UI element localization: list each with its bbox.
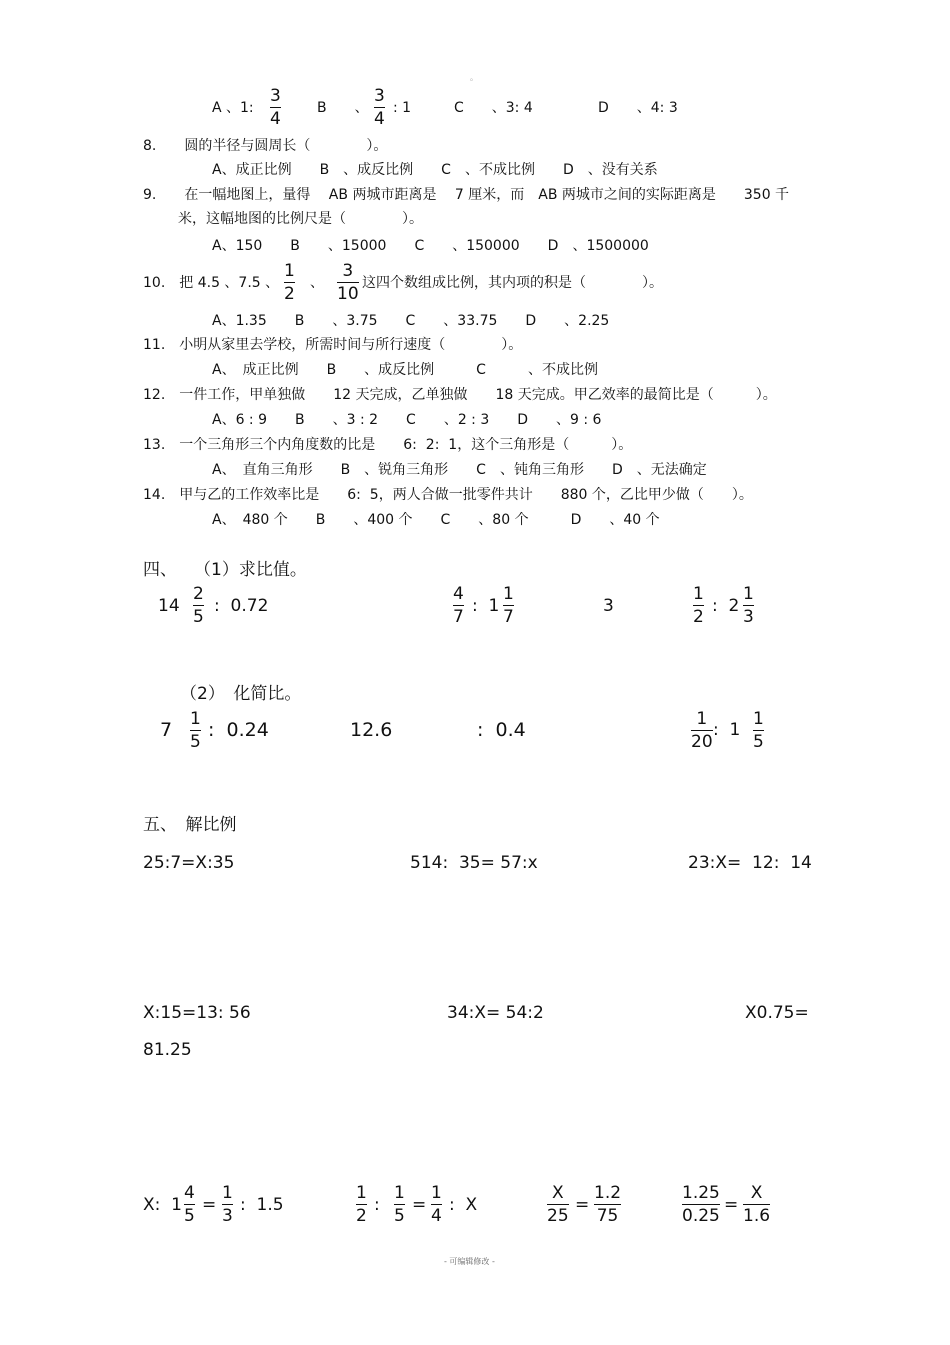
denominator: 5 — [184, 1206, 195, 1226]
ratio-1-fraction — [193, 584, 204, 627]
numerator: 4 — [184, 1183, 195, 1203]
ratio-2-fraction-1 — [453, 584, 464, 627]
q7-option-d: D 、4: 3 — [598, 100, 678, 116]
denominator: 2 — [693, 607, 704, 627]
proportion-8-fraction-1 — [356, 1183, 367, 1226]
proportion-7-pre: X: 1 — [143, 1195, 182, 1215]
numerator: 1 — [431, 1183, 442, 1203]
denominator: 5 — [394, 1206, 405, 1226]
simplify-2: 12.6 — [350, 719, 393, 741]
numerator: 1 — [222, 1183, 233, 1203]
proportion-7-fraction-1 — [184, 1183, 195, 1226]
ratio-4-fraction-1 — [693, 584, 704, 627]
section-5-title: 五、 解比例 — [143, 815, 237, 835]
numerator: 1 — [394, 1183, 405, 1203]
denominator: 1.6 — [743, 1206, 771, 1226]
proportion-10-fraction-1 — [682, 1183, 720, 1226]
proportion-4: X:15=13: 56 — [143, 1003, 251, 1023]
numerator: 1 — [284, 261, 295, 281]
proportion-6: X0.75= — [745, 1003, 809, 1023]
ratio-3: 3 — [603, 596, 614, 616]
ratio-1-post: : 0.72 — [214, 596, 269, 616]
denominator: 75 — [596, 1206, 619, 1226]
q13-stem: 13. 一个三角形三个内角度数的比是 6: 2: 1，这个三角形是（ ）。 — [143, 437, 633, 453]
numerator: 1 — [190, 709, 201, 729]
proportion-1: 25:7=X:35 — [143, 853, 235, 873]
denominator: 25 — [547, 1206, 569, 1226]
proportion-8-fraction-3 — [431, 1183, 442, 1226]
denominator: 7 — [503, 607, 514, 627]
numerator: 1 — [753, 709, 764, 729]
ratio-2-mid: : 1 — [472, 596, 500, 616]
simplify-3: : 0.4 — [477, 719, 526, 741]
q14-stem: 14. 甲与乙的工作效率比是 6: 5，两人合做一批零件共计 880 个，乙比甲少做（ ）。 — [143, 487, 753, 503]
equals-sign: = — [724, 1195, 739, 1215]
proportion-9-fraction-1 — [547, 1183, 569, 1226]
proportion-6-cont: 81.25 — [143, 1040, 192, 1060]
proportion-3: 23:X= 12: 14 — [688, 853, 812, 873]
q10-stem-pre: 10. 把 4.5 、7.5 、 — [143, 275, 280, 291]
denominator: 5 — [190, 732, 201, 752]
numerator: X — [551, 1183, 564, 1203]
numerator: 2 — [193, 584, 204, 604]
simplify-4-mid: : 1 — [713, 720, 741, 740]
ratio-2-fraction-2 — [503, 584, 514, 627]
q9-options: A、150 B 、15000 C 、150000 D 、1500000 — [212, 238, 649, 254]
denominator: 5 — [753, 732, 764, 752]
numerator: X — [750, 1183, 763, 1203]
numerator: 1.25 — [682, 1183, 720, 1203]
proportion-2: 514: 35= 57:x — [410, 853, 538, 873]
equals-sign: = — [202, 1195, 217, 1215]
simplify-4-fraction-2 — [753, 709, 764, 752]
denominator: 4 — [431, 1206, 442, 1226]
numerator: 1 — [743, 584, 754, 604]
equals-sign: = — [412, 1195, 427, 1215]
denominator: 5 — [193, 607, 204, 627]
numerator: 3 — [270, 86, 281, 106]
numerator: 1 — [356, 1183, 367, 1203]
q7-option-a: A 、1: — [212, 100, 254, 116]
colon-sign: : — [374, 1195, 380, 1215]
ratio-4-fraction-2 — [743, 584, 754, 627]
q11-stem: 11. 小明从家里去学校，所需时间与所行速度（ ）。 — [143, 337, 523, 353]
section-4-title: 四、 （1）求比值。 — [143, 560, 307, 580]
denominator: 0.25 — [682, 1206, 720, 1226]
top-mark: 。 — [470, 73, 478, 82]
q10-separator: 、 — [310, 275, 324, 291]
q12-stem: 12. 一件工作，甲单独做 12 天完成，乙单独做 18 天完成。甲乙效率的最简比是（ ）。 — [143, 387, 777, 403]
numerator: 3 — [374, 86, 385, 106]
denominator: 20 — [691, 732, 713, 752]
q7-option-b-post: : 1 — [393, 100, 412, 116]
q12-options: A、6 : 9 B 、3 : 2 C 、2 : 3 D 、9 : 6 — [212, 412, 602, 428]
q7-option-b: B 、 — [317, 100, 369, 116]
simplify-1-whole: 7 — [160, 719, 173, 741]
denominator: 3 — [743, 607, 754, 627]
q9-stem-cont: 米，这幅地图的比例尺是（ ）。 — [178, 211, 423, 227]
proportion-8-fraction-2 — [394, 1183, 405, 1226]
q7-option-c: C 、3: 4 — [454, 100, 533, 116]
q11-options: A、 成正比例 B 、成反比例 C 、不成比例 — [212, 362, 598, 378]
proportion-10-fraction-2 — [743, 1183, 770, 1226]
numerator: 1 — [696, 709, 708, 729]
q7-a-fraction — [270, 86, 281, 129]
q8-options: A、成正比例 B 、成反比例 C 、不成比例 D 、没有关系 — [212, 162, 658, 178]
denominator: 7 — [453, 607, 464, 627]
simplify-1-post: : 0.24 — [208, 719, 269, 741]
denominator: 2 — [284, 284, 295, 304]
proportion-8-post: : X — [449, 1195, 478, 1215]
section-4-sub2: （2） 化简比。 — [180, 684, 302, 704]
q9-stem: 9. 在一幅地图上，量得 AB 两城市距离是 7 厘米，而 AB 两城市之间的实际距离是 350 千 — [143, 187, 790, 203]
proportion-5: 34:X= 54:2 — [447, 1003, 544, 1023]
simplify-1-fraction — [190, 709, 201, 752]
ratio-4-mid: : 2 — [712, 596, 740, 616]
q10-options: A、1.35 B 、3.75 C 、33.75 D 、2.25 — [212, 313, 610, 329]
q7-b-fraction — [374, 86, 385, 129]
denominator: 2 — [356, 1206, 367, 1226]
q8-stem: 8. 圆的半径与圆周长（ ）。 — [143, 138, 388, 154]
q10-fraction-1 — [284, 261, 295, 304]
denominator: 4 — [374, 109, 385, 129]
q10-stem-post: 这四个数组成比例，其内项的积是（ ）。 — [362, 275, 663, 291]
q13-options: A、 直角三角形 B 、锐角三角形 C 、钝角三角形 D 、无法确定 — [212, 462, 707, 478]
ratio-1-whole: 14 — [158, 596, 180, 616]
numerator: 4 — [453, 584, 464, 604]
page-footer: - 可编辑修改 - — [444, 1257, 495, 1266]
simplify-4-fraction-1 — [691, 709, 713, 752]
proportion-7-post: : 1.5 — [240, 1195, 284, 1215]
equals-sign: = — [575, 1195, 590, 1215]
denominator: 3 — [222, 1206, 233, 1226]
numerator: 1 — [503, 584, 514, 604]
numerator: 1.2 — [594, 1183, 622, 1203]
numerator: 1 — [693, 584, 704, 604]
proportion-9-fraction-2 — [594, 1183, 621, 1226]
denominator: 10 — [337, 284, 359, 304]
proportion-7-fraction-2 — [222, 1183, 233, 1226]
numerator: 3 — [342, 261, 354, 281]
q10-fraction-2 — [337, 261, 359, 304]
denominator: 4 — [270, 109, 281, 129]
q14-options: A、 480 个 B 、400 个 C 、80 个 D 、40 个 — [212, 512, 660, 528]
